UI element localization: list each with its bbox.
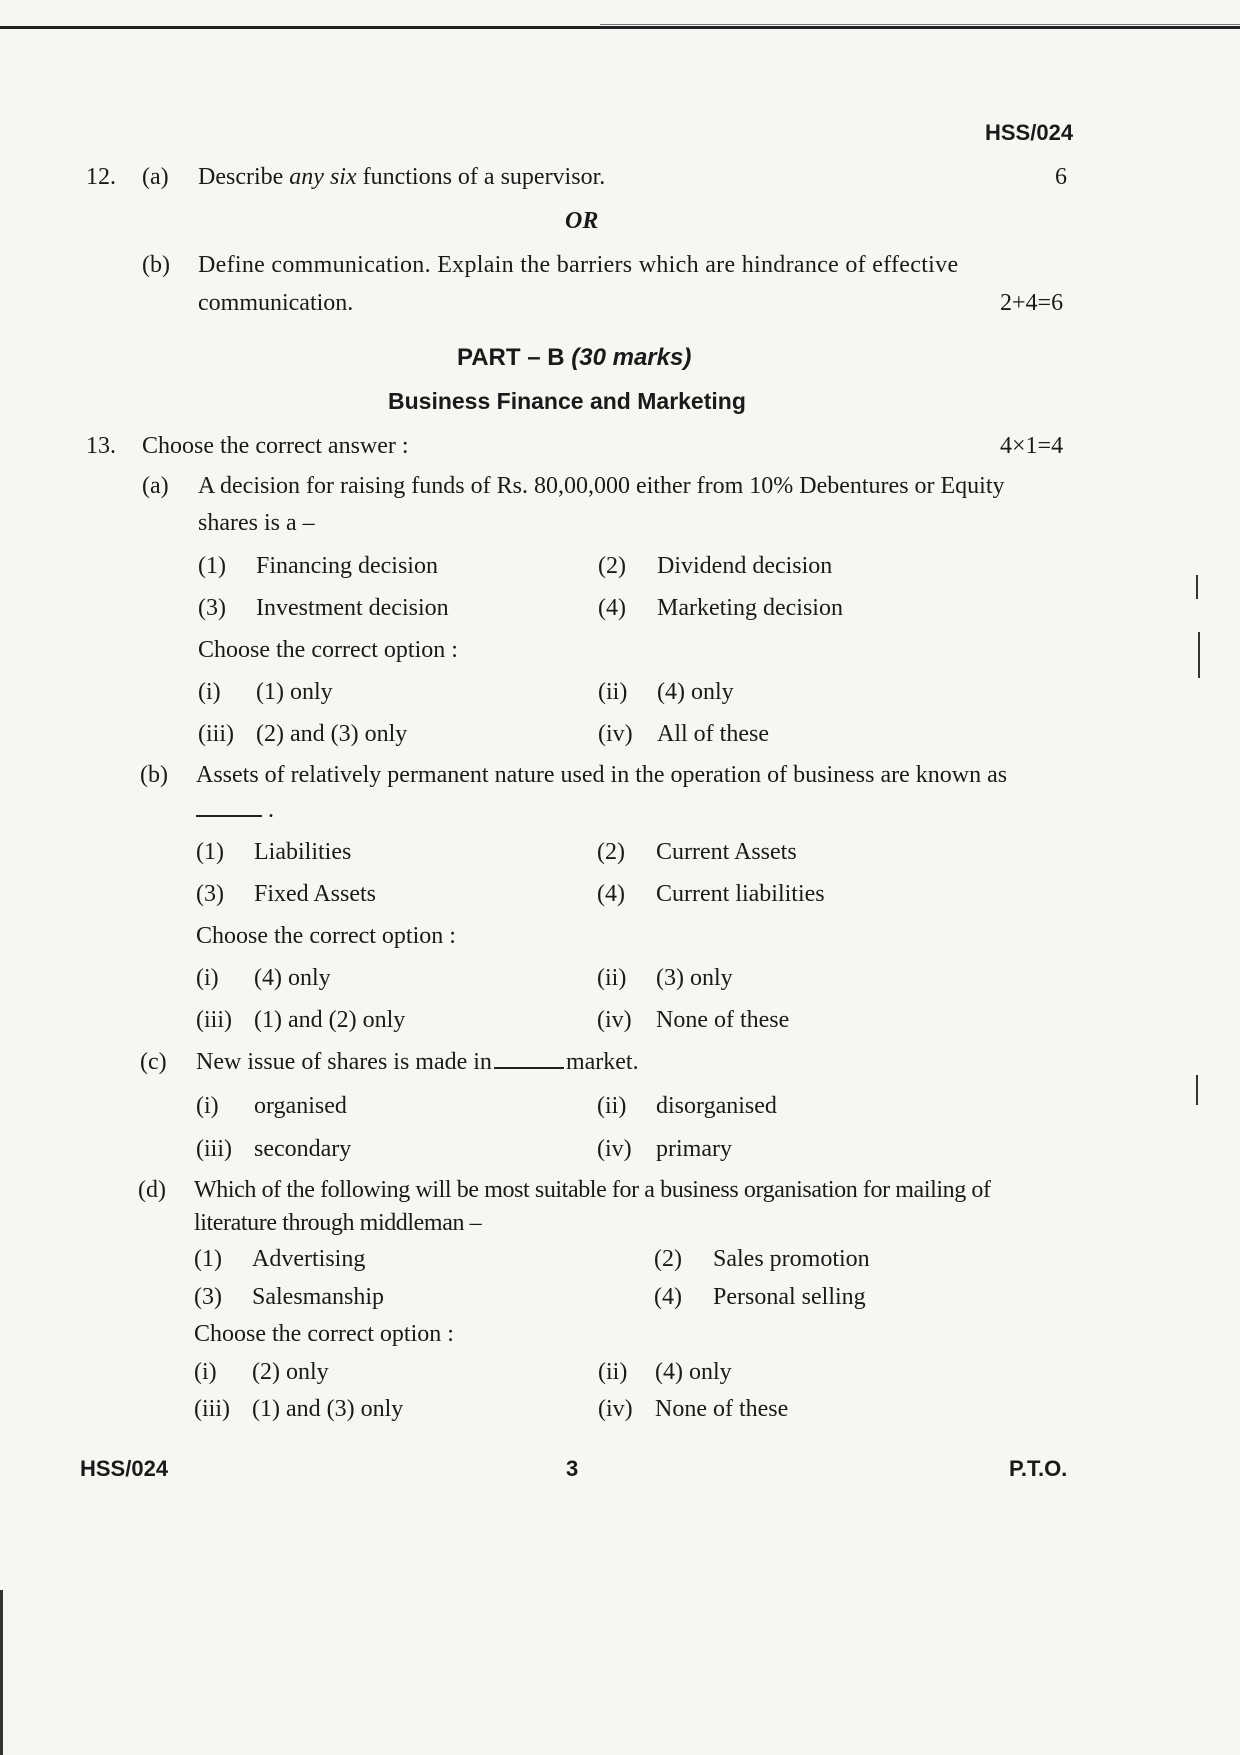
q13-a-item-3-num: (3): [198, 595, 226, 621]
q13-b-label: (b): [140, 762, 168, 788]
q13-d-item-4-num: (4): [654, 1284, 682, 1310]
q13-d-item-1-text: Advertising: [252, 1246, 366, 1272]
q13-d-item-2-text: Sales promotion: [713, 1246, 870, 1272]
scan-speck: [1196, 1075, 1198, 1105]
q13-a-label: (a): [142, 473, 169, 499]
q12-or-separator: OR: [565, 208, 599, 234]
q13-b-item-1-text: Liabilities: [254, 839, 352, 865]
q13-d-item-3-num: (3): [194, 1284, 222, 1310]
q13-a-option-iv-text: All of these: [657, 721, 769, 747]
top-thin-rule: [600, 24, 1240, 25]
q13-a-item-4-num: (4): [598, 595, 626, 621]
q13-b-choose-prompt: Choose the correct option :: [196, 923, 456, 949]
q13-a-option-iv-num: (iv): [598, 721, 633, 747]
q13-b-item-4-text: Current liabilities: [656, 881, 825, 907]
q13-b-option-i-text: (4) only: [254, 965, 331, 991]
q13-d-option-i-num: (i): [194, 1359, 217, 1385]
q13-d-label: (d): [138, 1177, 166, 1203]
q13-b-item-1-num: (1): [196, 839, 224, 865]
q13-d-item-2-num: (2): [654, 1246, 682, 1272]
q13-a-item-1-num: (1): [198, 553, 226, 579]
q13-number: 13.: [86, 433, 116, 459]
q13-c-text: [196, 1050, 639, 1074]
q12-b-marks: 2+4=6: [1000, 290, 1064, 316]
fill-in-blank: [196, 815, 262, 817]
q13-d-text-line1: Which of the following will be most suitable for a business organisation for mailing of: [194, 1177, 991, 1203]
q13-b-item-2-text: Current Assets: [656, 839, 797, 865]
q13-d-item-4-text: Personal selling: [713, 1284, 866, 1310]
q13-c-option-ii-text: disorganised: [656, 1093, 777, 1119]
q13-a-option-ii-num: (ii): [598, 679, 628, 705]
q13-a-option-i-text: (1) only: [256, 679, 333, 705]
q12-a-text-pre: Describe: [198, 164, 290, 190]
q13-d-option-iii-num: (iii): [194, 1396, 230, 1422]
q13-b-item-4-num: (4): [597, 881, 625, 907]
q13-a-item-2-text: Dividend decision: [657, 553, 833, 579]
q13-d-option-iv-num: (iv): [598, 1396, 633, 1422]
q13-b-option-iv-num: (iv): [597, 1007, 632, 1033]
q13-b-option-i-num: (i): [196, 965, 219, 991]
part-b-title: PART – B: [457, 344, 565, 371]
q13-instruction: Choose the correct answer :: [142, 433, 409, 459]
q13-d-item-1-num: (1): [194, 1246, 222, 1272]
top-border-rule: [0, 26, 1240, 29]
q12-number: 12.: [86, 164, 116, 190]
footer-pto: P.T.O.: [1009, 1456, 1068, 1481]
q13-c-option-iii-text: secondary: [254, 1136, 352, 1162]
q13-a-option-i-num: (i): [198, 679, 221, 705]
scan-speck: [1196, 575, 1198, 599]
q12-a-text-emphasis: any six: [289, 164, 357, 190]
q13-c-text-pre: New issue of shares is made in: [196, 1049, 492, 1075]
q13-d-option-iv-text: None of these: [655, 1396, 789, 1422]
q13-a-option-ii-text: (4) only: [657, 679, 734, 705]
part-b-heading: [457, 346, 691, 370]
q13-c-text-post: market.: [565, 1049, 639, 1075]
q13-d-option-iii-text: (1) and (3) only: [252, 1396, 404, 1422]
q13-d-text-line2: literature through middleman –: [194, 1210, 482, 1236]
q13-b-option-ii-num: (ii): [597, 965, 627, 991]
q13-a-item-2-num: (2): [598, 553, 626, 579]
q13-b-option-iii-text: (1) and (2) only: [254, 1007, 406, 1033]
q13-b-blank: .: [196, 798, 274, 822]
q13-d-choose-prompt: Choose the correct option :: [194, 1321, 454, 1347]
q13-marks: 4×1=4: [1000, 433, 1064, 459]
fill-in-blank: [494, 1067, 564, 1069]
q12-a-label: (a): [142, 164, 169, 190]
scan-edge-mark: [0, 1590, 3, 1755]
q13-c-option-iv-text: primary: [656, 1136, 732, 1162]
q13-d-option-ii-num: (ii): [598, 1359, 628, 1385]
q12-b-text-line1: Define communication. Explain the barriers which are hindrance of effective: [198, 252, 959, 278]
q12-a-text: [198, 165, 605, 189]
q13-c-option-ii-num: (ii): [597, 1093, 627, 1119]
q12-a-marks: 6: [1055, 164, 1067, 190]
q13-d-item-3-text: Salesmanship: [252, 1284, 384, 1310]
q13-a-item-1-text: Financing decision: [256, 553, 438, 579]
part-b-subtitle: Business Finance and Marketing: [388, 388, 746, 414]
part-b-marks: (30 marks): [571, 344, 692, 371]
q13-a-text-line2: shares is a –: [198, 510, 315, 536]
q13-a-option-iii-text: (2) and (3) only: [256, 721, 408, 747]
q13-a-option-iii-num: (iii): [198, 721, 234, 747]
footer-paper-code: HSS/024: [80, 1456, 169, 1481]
q13-a-text-line1: A decision for raising funds of Rs. 80,00,000 either from 10% Debentures or Equity: [198, 473, 1005, 499]
q13-b-option-iv-text: None of these: [656, 1007, 790, 1033]
q12-b-text-line2: communication.: [198, 290, 354, 316]
q13-b-item-3-text: Fixed Assets: [254, 881, 377, 907]
q13-c-label: (c): [140, 1049, 167, 1075]
footer-page-number: 3: [566, 1456, 579, 1481]
q13-c-option-iii-num: (iii): [196, 1136, 232, 1162]
q13-b-option-iii-num: (iii): [196, 1007, 232, 1033]
scan-speck: [1198, 632, 1200, 678]
q13-c-option-iv-num: (iv): [597, 1136, 632, 1162]
q13-b-option-ii-text: (3) only: [656, 965, 733, 991]
q13-c-option-i-text: organised: [254, 1093, 347, 1119]
q13-a-item-4-text: Marketing decision: [657, 595, 843, 621]
q12-b-label: (b): [142, 252, 170, 278]
header-paper-code: HSS/024: [985, 120, 1074, 145]
q13-d-option-i-text: (2) only: [252, 1359, 329, 1385]
q13-c-option-i-num: (i): [196, 1093, 219, 1119]
q12-a-text-post: functions of a supervisor.: [356, 164, 606, 190]
q13-b-item-2-num: (2): [597, 839, 625, 865]
q13-a-choose-prompt: Choose the correct option :: [198, 637, 458, 663]
q13-d-option-ii-text: (4) only: [655, 1359, 732, 1385]
q13-a-item-3-text: Investment decision: [256, 595, 449, 621]
q13-b-text-line1: Assets of relatively permanent nature used in the operation of business are known as: [196, 762, 1008, 788]
q13-b-item-3-num: (3): [196, 881, 224, 907]
